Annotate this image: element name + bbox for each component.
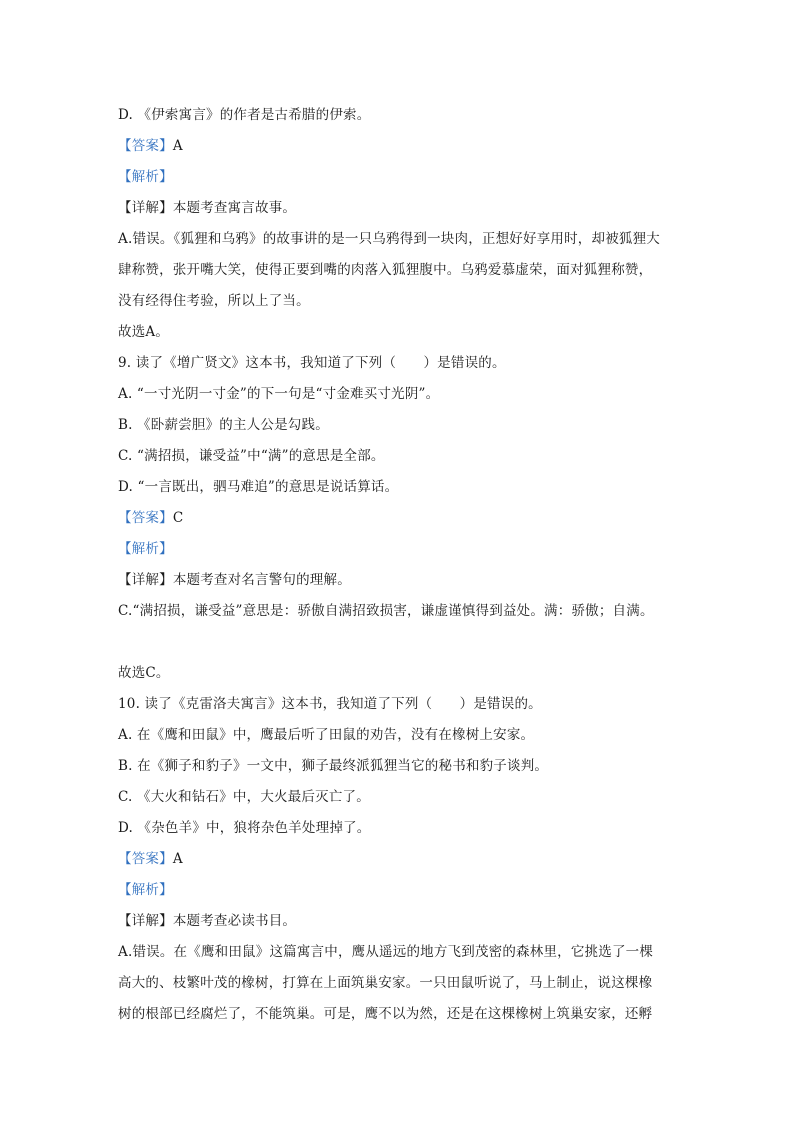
q9-option-c: C. “满招损，谦受益”中“满”的意思是全部。 bbox=[118, 448, 385, 464]
q10-option-b: B. 在《狮子和豹子》一文中，狮子最终派狐狸当它的秘书和豹子谈判。 bbox=[118, 758, 549, 774]
detail-text: 本题考查对名言警句的理解。 bbox=[172, 572, 351, 588]
q9-conclusion: 故选C。 bbox=[118, 665, 170, 681]
blank-line bbox=[118, 627, 684, 658]
q9-stem: 9. 读了《增广贤文》这本书，我知道了下列（ ）是错误的。 bbox=[118, 355, 506, 371]
q10-explain-line-1: A.错误。在《鹰和田鼠》这篇寓言中，鹰从遥远的地方飞到茂密的森林里，它挑选了一棵 bbox=[118, 944, 654, 960]
q9-option-b: B. 《卧薪尝胆》的主人公是勾践。 bbox=[118, 417, 329, 433]
q8-option-d: D. 《伊索寓言》的作者是古希腊的伊索。 bbox=[118, 107, 371, 123]
answer-value: C bbox=[172, 510, 184, 526]
answer-value: A bbox=[172, 138, 183, 154]
detail-label: 【详解】 bbox=[118, 572, 173, 588]
analysis-label: 【解析】 bbox=[118, 169, 173, 185]
q9-answer bbox=[118, 503, 684, 534]
q10-detail bbox=[118, 906, 684, 937]
q8-explain-line-3: 没有经得住考验，所以上了当。 bbox=[118, 293, 310, 309]
q9-analysis bbox=[118, 534, 684, 565]
q10-stem: 10. 读了《克雷洛夫寓言》这本书，我知道了下列（ ）是错误的。 bbox=[118, 696, 542, 712]
answer-value: A bbox=[172, 851, 183, 867]
q9-option-d: D. “一言既出，驷马难追”的意思是说话算话。 bbox=[118, 479, 399, 495]
detail-text: 本题考查寓言故事。 bbox=[172, 200, 297, 216]
q8-explain-line-2: 肆称赞，张开嘴大笑，使得正要到嘴的肉落入狐狸腹中。乌鸦爱慕虚荣，面对狐狸称赞， bbox=[118, 262, 653, 278]
detail-label: 【详解】 bbox=[118, 200, 173, 216]
q8-detail bbox=[118, 193, 684, 224]
q8-explain-line-1: A.错误。《狐狸和乌鸦》的故事讲的是一只乌鸦得到一块肉，正想好好享用时，却被狐狸大 bbox=[118, 231, 660, 247]
answer-label: 【答案】 bbox=[118, 851, 173, 867]
q9-explain-line-1: C.“满招损，谦受益”意思是：骄傲自满招致损害，谦虚谨慎得到益处。满：骄傲；自满。 bbox=[118, 603, 654, 619]
analysis-label: 【解析】 bbox=[118, 541, 173, 557]
q10-explain-line-3: 树的根部已经腐烂了，不能筑巢。可是，鹰不以为然，还是在这棵橡树上筑巢安家，还孵 bbox=[118, 1006, 653, 1022]
q8-conclusion: 故选A。 bbox=[118, 324, 170, 340]
q10-analysis bbox=[118, 875, 684, 906]
q9-detail bbox=[118, 565, 684, 596]
document-page bbox=[118, 100, 684, 1030]
detail-label: 【详解】 bbox=[118, 913, 173, 929]
answer-label: 【答案】 bbox=[118, 510, 173, 526]
answer-label: 【答案】 bbox=[118, 138, 173, 154]
q10-option-c: C. 《大火和钻石》中，大火最后灭亡了。 bbox=[118, 789, 370, 805]
q9-option-a: A. “一寸光阴一寸金”的下一句是“寸金难买寸光阴”。 bbox=[118, 386, 440, 402]
q10-explain-line-2: 高大的、枝繁叶茂的橡树，打算在上面筑巢安家。一只田鼠听说了，马上制止，说这棵橡 bbox=[118, 975, 653, 991]
q10-option-d: D. 《杂色羊》中，狼将杂色羊处理掉了。 bbox=[118, 820, 371, 836]
detail-text: 本题考查必读书目。 bbox=[172, 913, 297, 929]
q10-answer bbox=[118, 844, 684, 875]
q10-option-a: A. 在《鹰和田鼠》中，鹰最后听了田鼠的劝告，没有在橡树上安家。 bbox=[118, 727, 535, 743]
q8-answer bbox=[118, 131, 684, 162]
analysis-label: 【解析】 bbox=[118, 882, 173, 898]
q8-analysis bbox=[118, 162, 684, 193]
